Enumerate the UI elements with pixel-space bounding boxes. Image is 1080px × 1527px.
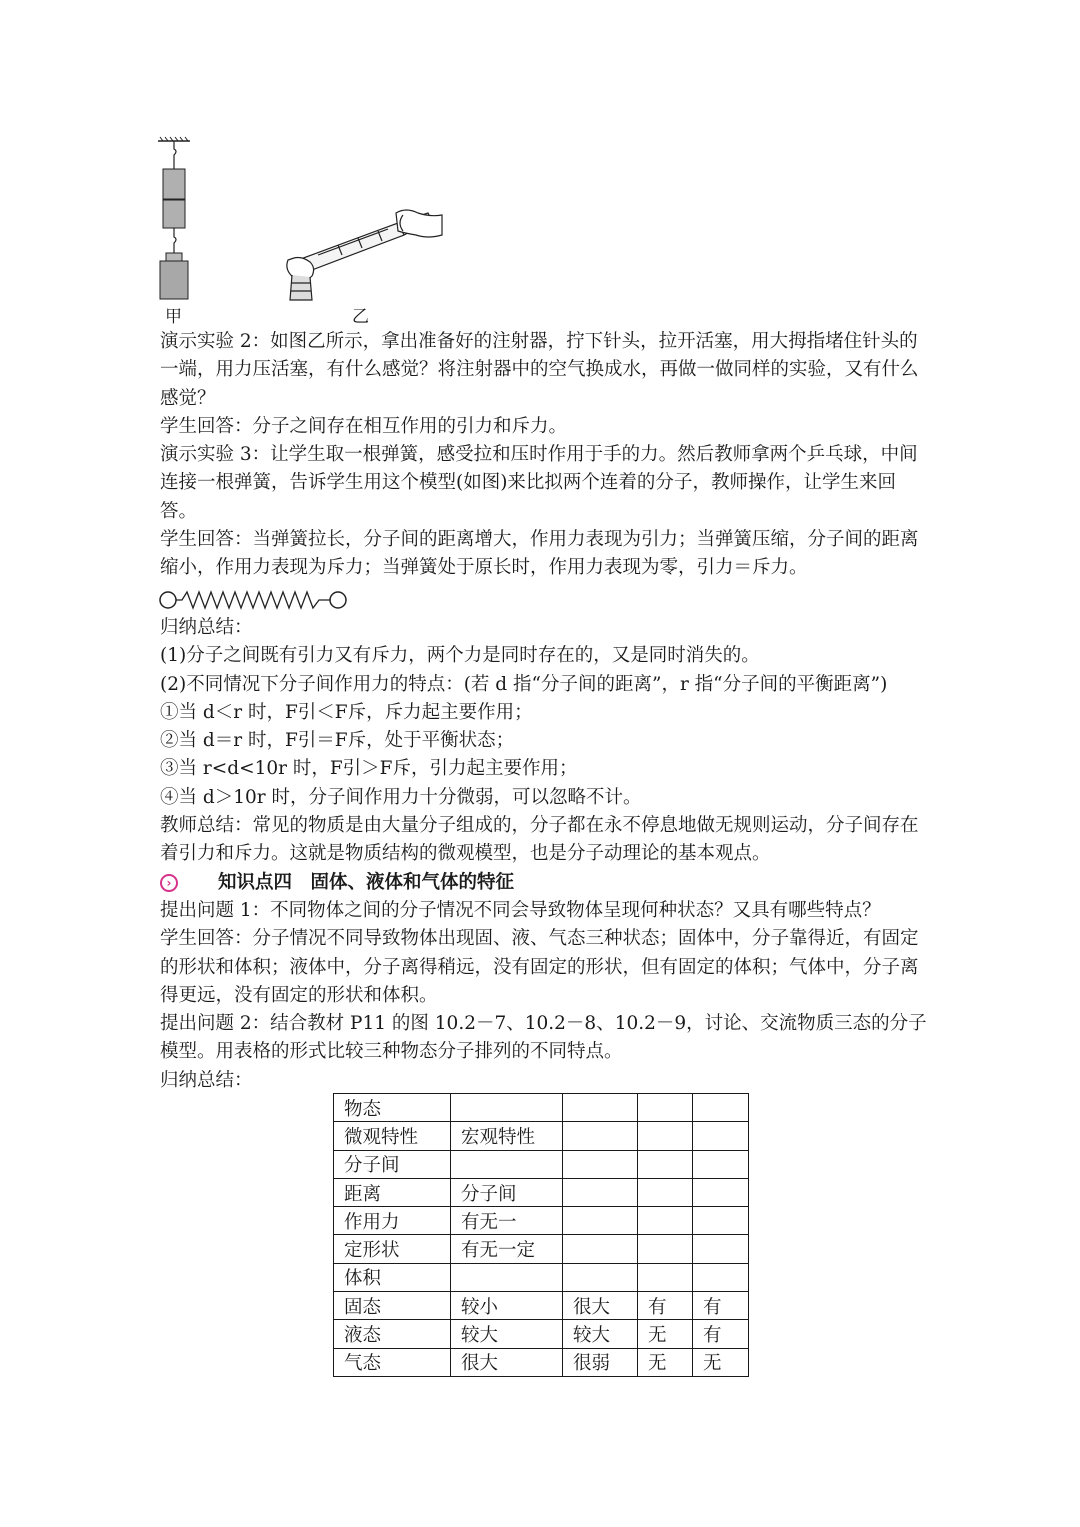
table-cell: 很弱 [563,1348,638,1376]
table-cell: 无 [693,1348,749,1376]
table-cell: 很大 [563,1292,638,1320]
table-row [334,1150,749,1178]
table-row [334,1348,749,1376]
summary-1: (1)分子之间既有引力又有斥力，两个力是同时存在的，又是同时消失的。 [160,645,760,667]
table-row [334,1292,749,1320]
demo-experiment-2: 演示实验 2：如图乙所示，拿出准备好的注射器，拧下针头，拉开活塞，用大拇指堵住针头的一端，用力压活塞，有什么感觉？将注射器中的空气换成水，再做一做同样的实验，又有什么感觉？ [160,331,919,409]
table-cell [693,1263,749,1291]
section-heading [160,869,930,897]
question-1: 提出问题 1：不同物体之间的分子情况不同会导致物体呈现何种状态？又具有哪些特点？ [160,899,881,921]
table-cell: 分子间 [451,1178,563,1206]
text-block-1 [160,328,930,583]
table-cell: 有无一定 [451,1235,563,1263]
case-1: ①当 d＜r 时，F引＜F斥，斥力起主要作用； [160,701,533,723]
table-cell: 宏观特性 [451,1122,563,1150]
table-cell: 较小 [451,1292,563,1320]
table-row [334,1320,749,1348]
question-2: 提出问题 2：结合教材 P11 的图 10.2－7、10.2－8、10.2－9，讨论、交流物质三态的分子模型。用表格的形式比较三种物态分子排列的不同特点。 [160,1013,927,1063]
table-cell: 物态 [334,1094,451,1122]
table-cell: 有无一 [451,1207,563,1235]
table-cell: 距离 [334,1178,451,1206]
table-cell [563,1094,638,1122]
case-2: ②当 d＝r 时，F引＝F斥，处于平衡状态； [160,730,515,752]
table-cell [563,1178,638,1206]
table-cell [563,1207,638,1235]
table-cell [638,1235,693,1263]
table-cell [563,1263,638,1291]
table-cell: 很大 [451,1348,563,1376]
demo-experiment-3: 演示实验 3：让学生取一根弹簧，感受拉和压时作用于手的力。然后教师拿两个乒乓球，中间连接一根弹簧，告诉学生用这个模型(如图)来比拟两个连着的分子，教师操作，让学生来回答。 [160,444,918,522]
figure-jia-label: 甲 [165,307,182,327]
table-cell: 体积 [334,1263,451,1291]
table-cell [693,1094,749,1122]
text-block-2 [160,614,930,1095]
table-cell [563,1150,638,1178]
table-cell [451,1150,563,1178]
student-answer-1: 学生回答：分子之间存在相互作用的引力和斥力。 [160,415,568,437]
table-cell: 液态 [334,1320,451,1348]
table-cell [451,1263,563,1291]
chevron-right-icon: › [160,874,178,892]
table-cell [563,1235,638,1263]
table-cell [451,1094,563,1122]
table-cell [638,1122,693,1150]
table-cell [693,1122,749,1150]
table-cell [693,1150,749,1178]
table-cell [638,1178,693,1206]
case-3: ③当 r<d<10r 时，F引＞F斥，引力起主要作用； [160,758,578,780]
table-row [334,1235,749,1263]
table-cell [693,1235,749,1263]
table-cell: 微观特性 [334,1122,451,1150]
table-cell: 无 [638,1320,693,1348]
table-cell: 较大 [563,1320,638,1348]
table-cell: 有 [693,1292,749,1320]
figure-yi-syringe [278,205,443,305]
table-cell [563,1122,638,1150]
table-cell: 分子间 [334,1150,451,1178]
case-4: ④当 d＞10r 时，分子间作用力十分微弱，可以忽略不计。 [160,786,642,808]
summary-2: (2)不同情况下分子间作用力的特点：(若 d 指“分子间的距离”，r 指“分子间的平衡距离”) [160,673,888,695]
figure-yi-label: 乙 [352,307,369,327]
figure-jia-lead-cylinders [150,135,210,305]
table-cell: 较大 [451,1320,563,1348]
table-cell [638,1094,693,1122]
table-cell: 气态 [334,1348,451,1376]
table-cell: 有 [638,1292,693,1320]
table-cell [693,1207,749,1235]
figure-spring-model [158,589,350,611]
table-row [334,1263,749,1291]
section-heading-text: 知识点四 固体、液体和气体的特征 [218,871,515,893]
table-row [334,1122,749,1150]
table-cell: 有 [693,1320,749,1348]
summary-title-2: 归纳总结： [160,1069,253,1091]
table-cell [638,1207,693,1235]
table-cell: 固态 [334,1292,451,1320]
table-cell [638,1150,693,1178]
table-row [334,1207,749,1235]
summary-title: 归纳总结： [160,617,253,638]
table-cell [638,1263,693,1291]
table-cell: 无 [638,1348,693,1376]
student-answer-3: 学生回答：分子情况不同导致物体出现固、液、气态三种状态；固体中，分子靠得近，有固定的形状和体积；液体中，分子离得稍远，没有固定的形状，但有固定的体积；气体中，分子离得更远，没有固定的形状和体积。 [160,928,919,1006]
table-row [334,1094,749,1122]
states-comparison-table [333,1093,749,1377]
student-answer-2: 学生回答：当弹簧拉长，分子间的距离增大，作用力表现为引力；当弹簧压缩，分子间的距离缩小，作用力表现为斥力；当弹簧处于原长时，作用力表现为零，引力＝斥力。 [160,529,919,579]
table-row [334,1178,749,1206]
teacher-summary: 教师总结：常见的物质是由大量分子组成的，分子都在永不停息地做无规则运动，分子间存在着引力和斥力。这就是物质结构的微观模型，也是分子动理论的基本观点。 [160,815,919,865]
table-cell: 定形状 [334,1235,451,1263]
table-cell: 作用力 [334,1207,451,1235]
table-cell [693,1178,749,1206]
